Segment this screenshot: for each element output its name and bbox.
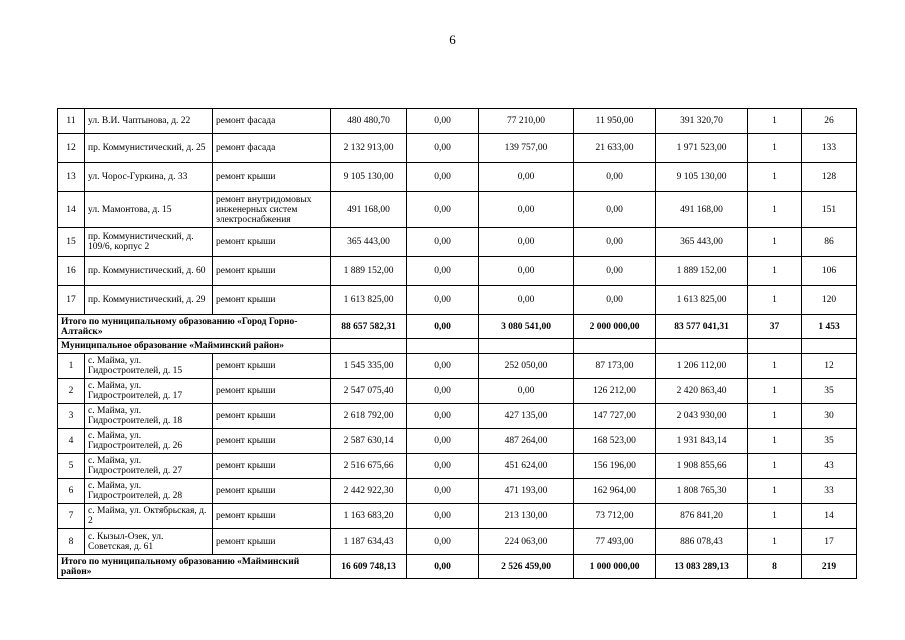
row-address: с. Майма, ул. Гидростроителей, д. 15 xyxy=(85,354,213,379)
row-residents: 120 xyxy=(802,286,857,315)
row-address: с. Майма, ул. Гидростроителей, д. 27 xyxy=(85,454,213,479)
row-cost-col3: 156 196,00 xyxy=(574,454,656,479)
row-number: 2 xyxy=(58,379,85,404)
total-cost-col4: 13 083 289,13 xyxy=(656,555,748,579)
row-address: пр. Коммунистический, д. 60 xyxy=(85,257,213,286)
row-work-type: ремонт крыши xyxy=(213,529,331,555)
row-total-cost: 2 587 630,14 xyxy=(331,429,407,454)
row-address: пр. Коммунистический, д. 109/6, корпус 2 xyxy=(85,228,213,257)
row-address: ул. Мамонтова, д. 15 xyxy=(85,192,213,228)
row-cost-col4: 1 808 765,30 xyxy=(656,479,748,504)
table-row xyxy=(58,429,857,454)
row-work-type: ремонт крыши xyxy=(213,404,331,429)
section-title: Муниципальное образование «Майминский район» xyxy=(58,339,331,354)
row-count: 1 xyxy=(748,163,802,192)
row-number: 13 xyxy=(58,163,85,192)
row-cost-col3: 73 712,00 xyxy=(574,504,656,529)
row-cost-col3: 0,00 xyxy=(574,228,656,257)
row-address: пр. Коммунистический, д. 25 xyxy=(85,134,213,163)
table-body xyxy=(58,109,857,579)
row-total-cost: 491 168,00 xyxy=(331,192,407,228)
row-count: 1 xyxy=(748,454,802,479)
row-work-type: ремонт фасада xyxy=(213,134,331,163)
row-residents: 26 xyxy=(802,109,857,134)
row-number: 4 xyxy=(58,429,85,454)
row-residents: 128 xyxy=(802,163,857,192)
total-cost-col3: 2 000 000,00 xyxy=(574,315,656,339)
row-residents: 33 xyxy=(802,479,857,504)
row-cost-col1: 0,00 xyxy=(407,257,479,286)
total-cost: 16 609 748,13 xyxy=(331,555,407,579)
row-total-cost: 365 443,00 xyxy=(331,228,407,257)
row-cost-col1: 0,00 xyxy=(407,454,479,479)
row-residents: 14 xyxy=(802,504,857,529)
row-total-cost: 2 132 913,00 xyxy=(331,134,407,163)
row-residents: 35 xyxy=(802,379,857,404)
table-row xyxy=(58,379,857,404)
row-cost-col4: 1 971 523,00 xyxy=(656,134,748,163)
row-number: 7 xyxy=(58,504,85,529)
total-count: 8 xyxy=(748,555,802,579)
row-cost-col1: 0,00 xyxy=(407,504,479,529)
row-work-type: ремонт крыши xyxy=(213,257,331,286)
row-cost-col4: 365 443,00 xyxy=(656,228,748,257)
row-count: 1 xyxy=(748,228,802,257)
row-number: 15 xyxy=(58,228,85,257)
total-row xyxy=(58,315,857,339)
row-cost-col1: 0,00 xyxy=(407,379,479,404)
row-cost-col2: 0,00 xyxy=(479,257,574,286)
total-cost-col1: 0,00 xyxy=(407,315,479,339)
row-cost-col4: 1 889 152,00 xyxy=(656,257,748,286)
row-cost-col2: 77 210,00 xyxy=(479,109,574,134)
row-number: 5 xyxy=(58,454,85,479)
total-label: Итого по муниципальному образованию «Город Горно-Алтайск» xyxy=(58,315,331,339)
table-row xyxy=(58,134,857,163)
row-count: 1 xyxy=(748,529,802,555)
row-cost-col2: 0,00 xyxy=(479,286,574,315)
row-address: ул. В.И. Чаптынова, д. 22 xyxy=(85,109,213,134)
row-total-cost: 2 442 922,30 xyxy=(331,479,407,504)
row-cost-col2: 0,00 xyxy=(479,192,574,228)
row-count: 1 xyxy=(748,109,802,134)
table-row xyxy=(58,286,857,315)
row-address: с. Кызыл-Озек, ул. Советская, д. 61 xyxy=(85,529,213,555)
row-cost-col2: 224 063,00 xyxy=(479,529,574,555)
row-work-type: ремонт фасада xyxy=(213,109,331,134)
row-cost-col2: 427 135,00 xyxy=(479,404,574,429)
row-address: с. Майма, ул. Гидростроителей, д. 26 xyxy=(85,429,213,454)
table-row xyxy=(58,192,857,228)
row-cost-col2: 213 130,00 xyxy=(479,504,574,529)
row-total-cost: 2 618 792,00 xyxy=(331,404,407,429)
row-cost-col4: 391 320,70 xyxy=(656,109,748,134)
row-count: 1 xyxy=(748,134,802,163)
row-count: 1 xyxy=(748,479,802,504)
row-work-type: ремонт крыши xyxy=(213,228,331,257)
section-empty-cell xyxy=(331,339,407,354)
row-number: 6 xyxy=(58,479,85,504)
row-cost-col4: 9 105 130,00 xyxy=(656,163,748,192)
row-total-cost: 2 547 075,40 xyxy=(331,379,407,404)
table-row xyxy=(58,109,857,134)
section-empty-cell xyxy=(407,339,479,354)
total-cost-col2: 2 526 459,00 xyxy=(479,555,574,579)
total-residents: 219 xyxy=(802,555,857,579)
row-cost-col4: 2 043 930,00 xyxy=(656,404,748,429)
row-cost-col4: 886 078,43 xyxy=(656,529,748,555)
row-work-type: ремонт крыши xyxy=(213,479,331,504)
row-residents: 43 xyxy=(802,454,857,479)
row-number: 3 xyxy=(58,404,85,429)
row-cost-col1: 0,00 xyxy=(407,429,479,454)
row-total-cost: 1 545 335,00 xyxy=(331,354,407,379)
row-cost-col3: 162 964,00 xyxy=(574,479,656,504)
row-address: с. Майма, ул. Октябрьская, д. 2 xyxy=(85,504,213,529)
row-residents: 133 xyxy=(802,134,857,163)
total-count: 37 xyxy=(748,315,802,339)
row-cost-col3: 87 173,00 xyxy=(574,354,656,379)
section-empty-cell xyxy=(574,339,656,354)
row-residents: 35 xyxy=(802,429,857,454)
section-empty-cell xyxy=(479,339,574,354)
row-cost-col1: 0,00 xyxy=(407,109,479,134)
row-work-type: ремонт крыши xyxy=(213,504,331,529)
row-cost-col4: 2 420 863,40 xyxy=(656,379,748,404)
table-row xyxy=(58,479,857,504)
table-row xyxy=(58,257,857,286)
row-cost-col4: 1 206 112,00 xyxy=(656,354,748,379)
row-address: с. Майма, ул. Гидростроителей, д. 17 xyxy=(85,379,213,404)
row-total-cost: 1 163 683,20 xyxy=(331,504,407,529)
row-count: 1 xyxy=(748,429,802,454)
section-empty-cell xyxy=(802,339,857,354)
row-number: 8 xyxy=(58,529,85,555)
row-count: 1 xyxy=(748,404,802,429)
row-cost-col1: 0,00 xyxy=(407,228,479,257)
row-address: с. Майма, ул. Гидростроителей, д. 18 xyxy=(85,404,213,429)
row-cost-col1: 0,00 xyxy=(407,134,479,163)
row-cost-col3: 168 523,00 xyxy=(574,429,656,454)
table-row xyxy=(58,529,857,555)
row-cost-col2: 451 624,00 xyxy=(479,454,574,479)
row-cost-col2: 0,00 xyxy=(479,379,574,404)
row-number: 1 xyxy=(58,354,85,379)
row-cost-col3: 0,00 xyxy=(574,192,656,228)
row-cost-col3: 21 633,00 xyxy=(574,134,656,163)
row-cost-col3: 0,00 xyxy=(574,257,656,286)
row-total-cost: 480 480,70 xyxy=(331,109,407,134)
row-work-type: ремонт внутридомовых инженерных систем электроснабжения xyxy=(213,192,331,228)
row-residents: 30 xyxy=(802,404,857,429)
total-row xyxy=(58,555,857,579)
row-work-type: ремонт крыши xyxy=(213,286,331,315)
row-cost-col3: 77 493,00 xyxy=(574,529,656,555)
row-count: 1 xyxy=(748,379,802,404)
row-number: 14 xyxy=(58,192,85,228)
section-empty-cell xyxy=(656,339,748,354)
row-cost-col2: 0,00 xyxy=(479,228,574,257)
row-cost-col2: 471 193,00 xyxy=(479,479,574,504)
table-row xyxy=(58,354,857,379)
row-cost-col2: 487 264,00 xyxy=(479,429,574,454)
total-residents: 1 453 xyxy=(802,315,857,339)
total-cost-col1: 0,00 xyxy=(407,555,479,579)
row-cost-col3: 126 212,00 xyxy=(574,379,656,404)
row-cost-col1: 0,00 xyxy=(407,163,479,192)
table-row xyxy=(58,228,857,257)
row-cost-col4: 1 908 855,66 xyxy=(656,454,748,479)
total-cost: 88 657 582,31 xyxy=(331,315,407,339)
row-cost-col4: 1 931 843,14 xyxy=(656,429,748,454)
row-total-cost: 1 613 825,00 xyxy=(331,286,407,315)
row-number: 16 xyxy=(58,257,85,286)
row-work-type: ремонт крыши xyxy=(213,429,331,454)
row-count: 1 xyxy=(748,504,802,529)
row-total-cost: 1 187 634,43 xyxy=(331,529,407,555)
row-number: 12 xyxy=(58,134,85,163)
total-cost-col2: 3 080 541,00 xyxy=(479,315,574,339)
row-cost-col4: 1 613 825,00 xyxy=(656,286,748,315)
section-header-row xyxy=(58,339,857,354)
table-row xyxy=(58,404,857,429)
row-count: 1 xyxy=(748,286,802,315)
row-count: 1 xyxy=(748,257,802,286)
row-residents: 12 xyxy=(802,354,857,379)
page-number: 6 xyxy=(449,32,456,47)
row-cost-col2: 252 050,00 xyxy=(479,354,574,379)
row-work-type: ремонт крыши xyxy=(213,379,331,404)
table-row xyxy=(58,504,857,529)
row-total-cost: 1 889 152,00 xyxy=(331,257,407,286)
row-cost-col1: 0,00 xyxy=(407,354,479,379)
row-total-cost: 9 105 130,00 xyxy=(331,163,407,192)
row-residents: 106 xyxy=(802,257,857,286)
row-count: 1 xyxy=(748,354,802,379)
row-total-cost: 2 516 675,66 xyxy=(331,454,407,479)
row-work-type: ремонт крыши xyxy=(213,454,331,479)
row-cost-col1: 0,00 xyxy=(407,529,479,555)
row-address: ул. Чорос-Гуркина, д. 33 xyxy=(85,163,213,192)
row-work-type: ремонт крыши xyxy=(213,354,331,379)
row-cost-col1: 0,00 xyxy=(407,286,479,315)
table-row xyxy=(58,163,857,192)
row-residents: 86 xyxy=(802,228,857,257)
table-row xyxy=(58,454,857,479)
row-cost-col2: 139 757,00 xyxy=(479,134,574,163)
register-table xyxy=(57,108,857,579)
total-label: Итого по муниципальному образованию «Майминский район» xyxy=(58,555,331,579)
row-address: с. Майма, ул. Гидростроителей, д. 28 xyxy=(85,479,213,504)
row-cost-col1: 0,00 xyxy=(407,479,479,504)
row-cost-col2: 0,00 xyxy=(479,163,574,192)
row-residents: 151 xyxy=(802,192,857,228)
row-number: 17 xyxy=(58,286,85,315)
row-cost-col3: 11 950,00 xyxy=(574,109,656,134)
row-cost-col1: 0,00 xyxy=(407,404,479,429)
row-cost-col3: 147 727,00 xyxy=(574,404,656,429)
row-address: пр. Коммунистический, д. 29 xyxy=(85,286,213,315)
total-cost-col4: 83 577 041,31 xyxy=(656,315,748,339)
row-cost-col3: 0,00 xyxy=(574,163,656,192)
section-empty-cell xyxy=(748,339,802,354)
row-number: 11 xyxy=(58,109,85,134)
row-cost-col3: 0,00 xyxy=(574,286,656,315)
row-cost-col1: 0,00 xyxy=(407,192,479,228)
row-cost-col4: 876 841,20 xyxy=(656,504,748,529)
total-cost-col3: 1 000 000,00 xyxy=(574,555,656,579)
row-count: 1 xyxy=(748,192,802,228)
row-work-type: ремонт крыши xyxy=(213,163,331,192)
row-cost-col4: 491 168,00 xyxy=(656,192,748,228)
row-residents: 17 xyxy=(802,529,857,555)
